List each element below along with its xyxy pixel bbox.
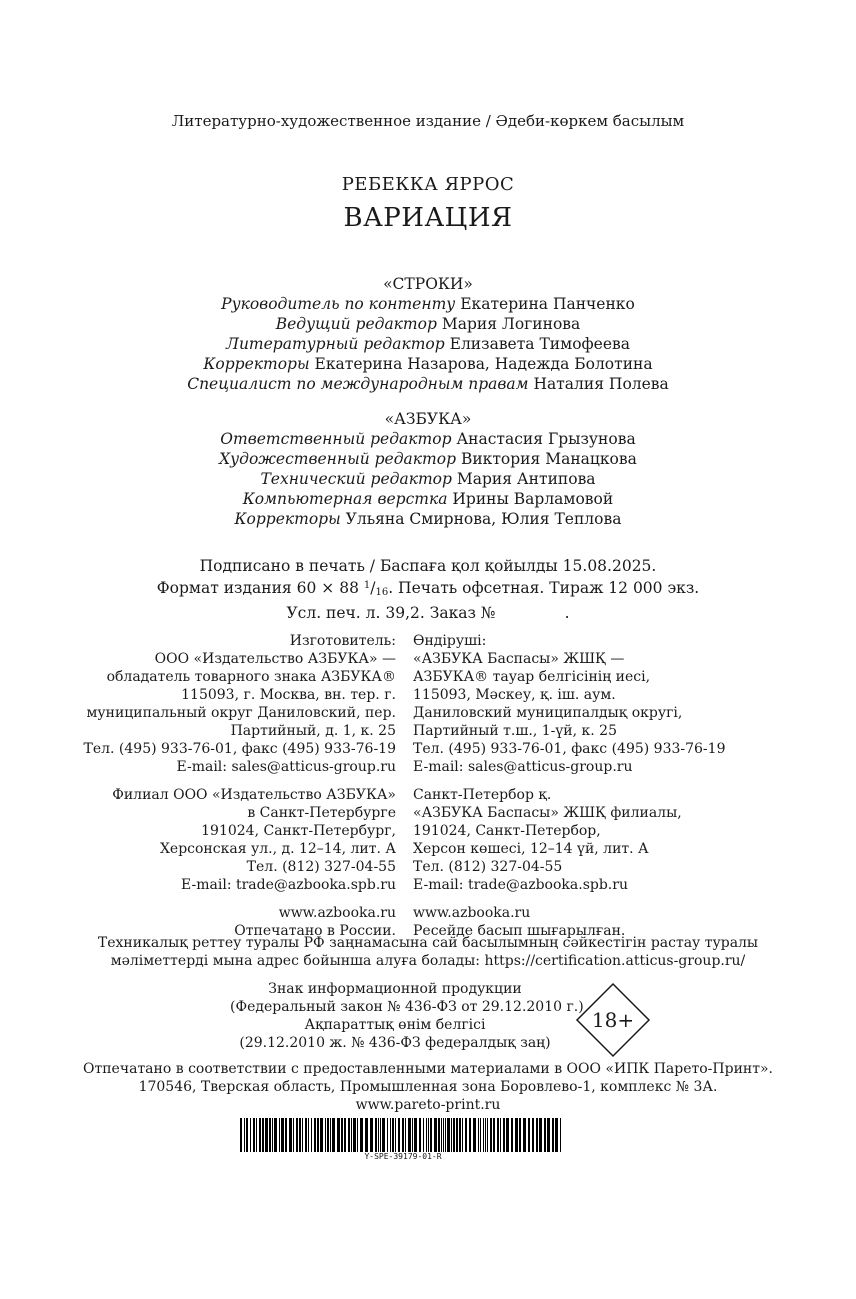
barcode-bar [480, 1118, 481, 1152]
info-line: Знак информационной продукции [268, 981, 522, 997]
barcode-bar [244, 1118, 245, 1152]
address-line: Тел. (495) 933-76-01, факс (495) 933-76-19 [83, 741, 396, 757]
credit-row [0, 469, 856, 489]
barcode-bar [392, 1118, 394, 1152]
barcode-bar [515, 1118, 518, 1152]
certification-line: Техникалық реттеу туралы РФ заңнамасына сай басылымның сәйкестігін растау туралы [97, 935, 759, 951]
credit-row [0, 294, 856, 314]
credit-role: Корректоры [234, 510, 341, 528]
barcode-bar [253, 1118, 255, 1152]
credit-role: Технический редактор [260, 470, 452, 488]
address-line: Партийный т.ш., 1-үй, к. 25 [413, 723, 617, 739]
address-line: 115093, г. Москва, вн. тер. г. [181, 687, 396, 703]
group-gap [413, 894, 725, 904]
barcode-bar [279, 1118, 280, 1152]
credit-row [0, 509, 856, 529]
barcode-bar [398, 1118, 400, 1152]
address-line: обладатель товарного знака АЗБУКА® [106, 669, 396, 685]
barcode-bar [532, 1118, 534, 1152]
barcode-bar [382, 1118, 385, 1152]
barcode-bar [544, 1118, 546, 1152]
print-format-line: Формат издания 60 × 88 $^1/_{16}$. Печать офсетная. Тираж 12 000 экз. [156, 579, 700, 598]
barcode-bar [330, 1118, 331, 1152]
barcode-bar [293, 1118, 294, 1152]
address-line: E-mail: sales@atticus-group.ru [176, 759, 396, 775]
azbuka-credits [0, 409, 856, 529]
credit-row [0, 449, 856, 469]
group-gap [84, 776, 396, 786]
credit-row [0, 489, 856, 509]
barcode-bar [434, 1118, 437, 1152]
certification-note [0, 934, 856, 970]
credit-name: Виктория Манацкова [460, 450, 637, 468]
address-line: муниципальный округ Даниловский, пер. [86, 705, 396, 721]
barcode-bar [308, 1118, 309, 1152]
barcode-bar [456, 1118, 458, 1152]
credit-role: Литературный редактор [226, 335, 445, 353]
barcode-bar [365, 1118, 368, 1152]
barcode-bar [465, 1118, 467, 1152]
address-line: 191024, Санкт-Петербург, [201, 823, 396, 839]
barcode-bar [528, 1118, 530, 1152]
barcode-bar [341, 1118, 343, 1152]
barcode-bar [493, 1118, 495, 1152]
print-info [0, 556, 856, 623]
manufacturer-ru [84, 632, 396, 940]
publisher-azbuka: «АЗБУКА» [384, 410, 472, 428]
barcode-bar [451, 1118, 452, 1152]
print-signed-line: Подписано в печать / Баспаға қол қойылды 15.08.2025. [199, 557, 657, 575]
barcode-bar [259, 1118, 261, 1152]
group-gap [413, 776, 725, 786]
stroki-credits [0, 274, 856, 394]
barcode-bar [299, 1118, 301, 1152]
barcode-bar [325, 1118, 326, 1152]
address-line: 115093, Мәскеу, қ. іш. аум. [413, 687, 616, 703]
address-line: Изготовитель: [289, 633, 396, 649]
barcode-bar [272, 1118, 273, 1152]
address-line: www.azbooka.ru [278, 905, 396, 921]
address-line: E-mail: trade@azbooka.spb.ru [413, 877, 628, 893]
info-line: Ақпараттық өнім белгісі [304, 1017, 486, 1033]
barcode-bar [485, 1118, 486, 1152]
credit-row [0, 334, 856, 354]
group-gap [84, 894, 396, 904]
barcode-bar [314, 1118, 316, 1152]
barcode-bar [360, 1118, 363, 1152]
barcode-bar [445, 1118, 446, 1152]
credit-name: Елизавета Тимофеева [449, 335, 630, 353]
barcode-bar [256, 1118, 257, 1152]
barcode-bar [469, 1118, 471, 1152]
barcode-bar [547, 1118, 550, 1152]
address-line: «АЗБУКА Баспасы» ЖШҚ филиалы, [413, 805, 682, 821]
barcode-bar [348, 1118, 350, 1152]
barcode-bar [351, 1118, 352, 1152]
address-line: Тел. (812) 327-04-55 [246, 859, 396, 875]
barcode-bar [497, 1118, 499, 1152]
barcode-bar [555, 1118, 558, 1152]
info-line: (29.12.2010 ж. № 436-ФЗ федералдық заң) [239, 1035, 551, 1051]
barcode-bar [370, 1118, 373, 1152]
age-rating-label: 18+ [591, 1008, 635, 1032]
address-line: Херсон көшесі, 12–14 үй, лит. А [413, 841, 649, 857]
address-line: Санкт-Петербор қ. [413, 787, 552, 803]
barcode-bar [552, 1118, 554, 1152]
barcode-bar [402, 1118, 404, 1152]
age-rating-badge [575, 982, 651, 1058]
barcode-bar [519, 1118, 521, 1152]
credit-name: Мария Антипова [456, 470, 596, 488]
barcode-bar [262, 1118, 264, 1152]
address-line: E-mail: sales@atticus-group.ru [413, 759, 633, 775]
barcode-bar [240, 1118, 242, 1152]
barcode-bar [311, 1118, 312, 1152]
barcode-bar [523, 1118, 526, 1152]
barcode-bar [487, 1118, 488, 1152]
address-line: 191024, Санкт-Петербор, [413, 823, 601, 839]
barcode-bar [357, 1118, 358, 1152]
credit-name: Анастасия Грызунова [456, 430, 636, 448]
barcode-bar [453, 1118, 455, 1152]
barcode-bar [560, 1118, 561, 1152]
barcode-bar [274, 1118, 277, 1152]
address-line: Филиал ООО «Издательство АЗБУКА» [112, 787, 396, 803]
barcode-bar [478, 1118, 479, 1152]
info-product-mark [230, 980, 584, 1052]
barcode-bar [317, 1118, 319, 1152]
barcode-bar [408, 1118, 411, 1152]
barcode-bar [327, 1118, 329, 1152]
address-line: Отпечатано в России. [234, 923, 396, 939]
barcode-bar [353, 1118, 356, 1152]
barcode-bar [344, 1118, 346, 1152]
address-line: Ресейде басып шығарылған. [413, 923, 626, 939]
barcode-bar [423, 1118, 424, 1152]
barcode-bar [430, 1118, 432, 1152]
barcode-bar [390, 1118, 391, 1152]
address-line: Тел. (812) 327-04-55 [413, 859, 563, 875]
barcode-bar [387, 1118, 388, 1152]
barcode-bar [536, 1118, 538, 1152]
address-line: «АЗБУКА Баспасы» ЖШҚ — [413, 651, 625, 667]
credit-name: Ирины Варламовой [452, 490, 614, 508]
barcode-bar [285, 1118, 287, 1152]
edition-line: Литературно-художественное издание / Әдеби-көркем басылым [171, 112, 685, 130]
barcode-bar [459, 1118, 461, 1152]
publisher-stroki: «СТРОКИ» [383, 275, 473, 293]
print-order-line: Усл. печ. л. 39,2. Заказ № . [286, 604, 570, 622]
barcode-bar [473, 1118, 476, 1152]
barcode-bar [447, 1118, 450, 1152]
credit-role: Корректоры [203, 355, 310, 373]
info-line: (Федеральный закон № 436-ФЗ от 29.12.2010 г.) [230, 999, 584, 1015]
credit-role: Специалист по международным правам [187, 375, 529, 393]
credit-row [0, 354, 856, 374]
address-line: Херсонская ул., д. 12–14, лит. А [159, 841, 396, 857]
barcode-bar [320, 1118, 323, 1152]
barcode-bar [380, 1118, 381, 1152]
address-line: Өндіруші: [413, 633, 487, 649]
barcode-bar [443, 1118, 444, 1152]
credit-role: Художественный редактор [219, 450, 456, 468]
barcode-bar [405, 1118, 406, 1152]
author-name: РЕБЕККА ЯРРОС [341, 174, 515, 195]
barcode-bar [414, 1118, 417, 1152]
address-line: Даниловский муниципалдық округі, [413, 705, 683, 721]
manufacturer-kz [413, 632, 725, 940]
barcode-bar [246, 1118, 248, 1152]
barcode-bar [503, 1118, 505, 1152]
credit-name: Екатерина Панченко [460, 295, 635, 313]
barcode-bar [332, 1118, 335, 1152]
barcode-bar [419, 1118, 421, 1152]
barcode-bar [395, 1118, 396, 1152]
barcode-code: Y-SPE-39179-01-R [364, 1152, 442, 1161]
barcode-bar [511, 1118, 513, 1152]
barcode-bar [490, 1118, 492, 1152]
barcode-bar [441, 1118, 442, 1152]
credit-row [0, 429, 856, 449]
address-line: АЗБУКА® тауар белгісінің иесі, [413, 669, 651, 685]
address-line: Партийный, д. 1, к. 25 [230, 723, 396, 739]
barcode-bar [265, 1118, 268, 1152]
barcode-bar [426, 1118, 427, 1152]
printer-info [0, 1060, 856, 1114]
barcode-bar [500, 1118, 501, 1152]
credit-row [0, 314, 856, 334]
barcode-bar [438, 1118, 440, 1152]
credit-role: Ответственный редактор [220, 430, 452, 448]
barcode-bar [375, 1118, 377, 1152]
credit-name: Наталия Полева [533, 375, 669, 393]
address-line: в Санкт-Петербурге [247, 805, 396, 821]
credit-name: Ульяна Смирнова, Юлия Теплова [345, 510, 622, 528]
barcode [240, 1118, 566, 1152]
barcode-bar [462, 1118, 463, 1152]
barcode-bar [337, 1118, 340, 1152]
barcode-bar [378, 1118, 379, 1152]
certification-line: мәліметтерді мына адрес бойынша алуға болады: https://certification.atticus-group.ru/ [110, 953, 746, 969]
address-line: www.azbooka.ru [413, 905, 531, 921]
address-line: Тел. (495) 933-76-01, факс (495) 933-76-19 [413, 741, 726, 757]
barcode-bar [269, 1118, 271, 1152]
barcode-bar [289, 1118, 292, 1152]
barcode-bar [483, 1118, 484, 1152]
barcode-bar [250, 1118, 251, 1152]
barcode-bar [428, 1118, 429, 1152]
barcode-bar [506, 1118, 509, 1152]
printer-website: www.pareto-print.ru [355, 1097, 501, 1113]
printer-line: Отпечатано в соответствии с предоставленными материалами в ООО «ИПК Парето-Принт». [83, 1061, 773, 1077]
address-line: ООО «Издательство АЗБУКА» — [154, 651, 396, 667]
barcode-bar [412, 1118, 413, 1152]
barcode-bar [296, 1118, 298, 1152]
credit-row [0, 374, 856, 394]
book-title: ВАРИАЦИЯ [343, 203, 513, 233]
printer-line: 170546, Тверская область, Промышленная зона Боровлево-1, комплекс № 3А. [138, 1079, 718, 1095]
credit-role: Компьютерная верстка [242, 490, 448, 508]
credit-role: Ведущий редактор [275, 315, 437, 333]
address-line: E-mail: trade@azbooka.spb.ru [181, 877, 396, 893]
barcode-bar [305, 1118, 307, 1152]
credit-name: Мария Логинова [441, 315, 581, 333]
credit-role: Руководитель по контенту [221, 295, 456, 313]
barcode-bar [302, 1118, 303, 1152]
credit-name: Екатерина Назарова, Надежда Болотина [314, 355, 653, 373]
barcode-bar [281, 1118, 284, 1152]
barcode-bar [539, 1118, 542, 1152]
